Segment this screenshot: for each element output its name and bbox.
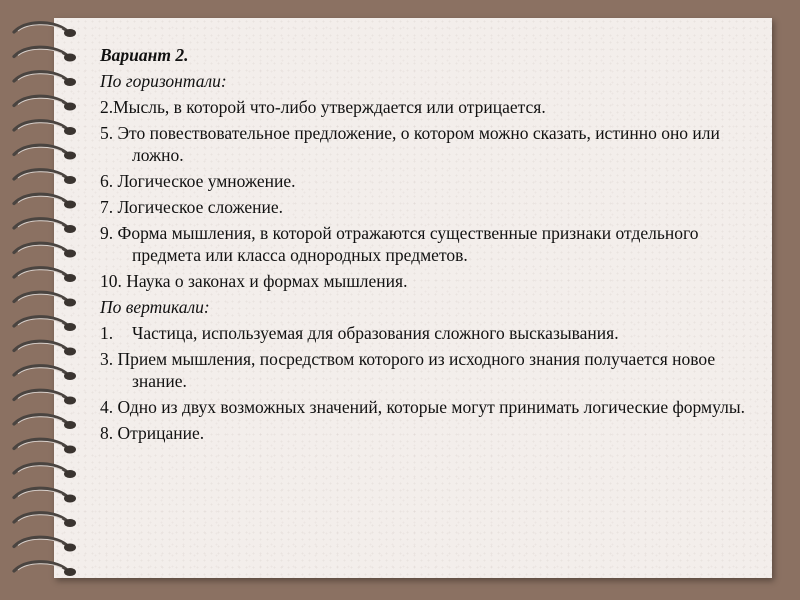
list-item: 4. Одно из двух возможных значений, которые могут принимать логические формулы.	[100, 397, 745, 417]
list-item: 8. Отрицание.	[100, 423, 205, 443]
list-item: 2.Мысль, в которой что-либо утверждается или отрицается.	[100, 97, 546, 117]
spiral-hole	[64, 519, 76, 527]
list-item: 6. Логическое умножение.	[100, 171, 296, 191]
spiral-hole	[64, 274, 76, 282]
spiral-binding-icon	[0, 0, 100, 600]
list-item: 7. Логическое сложение.	[100, 197, 284, 217]
spiral-hole	[64, 152, 76, 160]
spiral-hole	[64, 78, 76, 86]
spiral-hole	[64, 127, 76, 135]
list-item-number: 1.	[100, 323, 114, 343]
spiral-hole	[64, 323, 76, 331]
spiral-hole	[64, 421, 76, 429]
spiral-hole	[64, 54, 76, 62]
section-heading-vertical: По вертикали:	[100, 297, 210, 317]
spiral-hole	[64, 446, 76, 454]
spiral-hole	[64, 348, 76, 356]
spiral-hole	[64, 201, 76, 209]
spiral-hole	[64, 176, 76, 184]
list-item: 9. Форма мышления, в которой отражаются существенные признаки отдельного предмета или класса однородных предметов.	[100, 223, 699, 265]
spiral-hole	[64, 544, 76, 552]
spiral-hole	[64, 29, 76, 37]
spiral-hole	[64, 470, 76, 478]
spiral-hole	[64, 568, 76, 576]
list-item	[100, 322, 760, 344]
section-heading-horizontal: По горизонтали:	[100, 71, 227, 91]
list-item: 5. Это повествовательное предложение, о котором можно сказать, истинно оно или ложно.	[100, 123, 720, 165]
spiral-hole	[64, 397, 76, 405]
list-item: 3. Прием мышления, посредством которого из исходного знания получается новое знание.	[100, 349, 716, 391]
spiral-hole	[64, 250, 76, 258]
spiral-hole	[64, 225, 76, 233]
spiral-hole	[64, 495, 76, 503]
spiral-hole	[64, 299, 76, 307]
list-item: 10. Наука о законах и формах мышления.	[100, 271, 408, 291]
page-title: Вариант 2.	[100, 45, 189, 65]
page-content	[100, 44, 760, 448]
spiral-hole	[64, 372, 76, 380]
spiral-hole	[64, 103, 76, 111]
list-item-text: Частица, используемая для образования сложного высказывания.	[132, 323, 619, 343]
